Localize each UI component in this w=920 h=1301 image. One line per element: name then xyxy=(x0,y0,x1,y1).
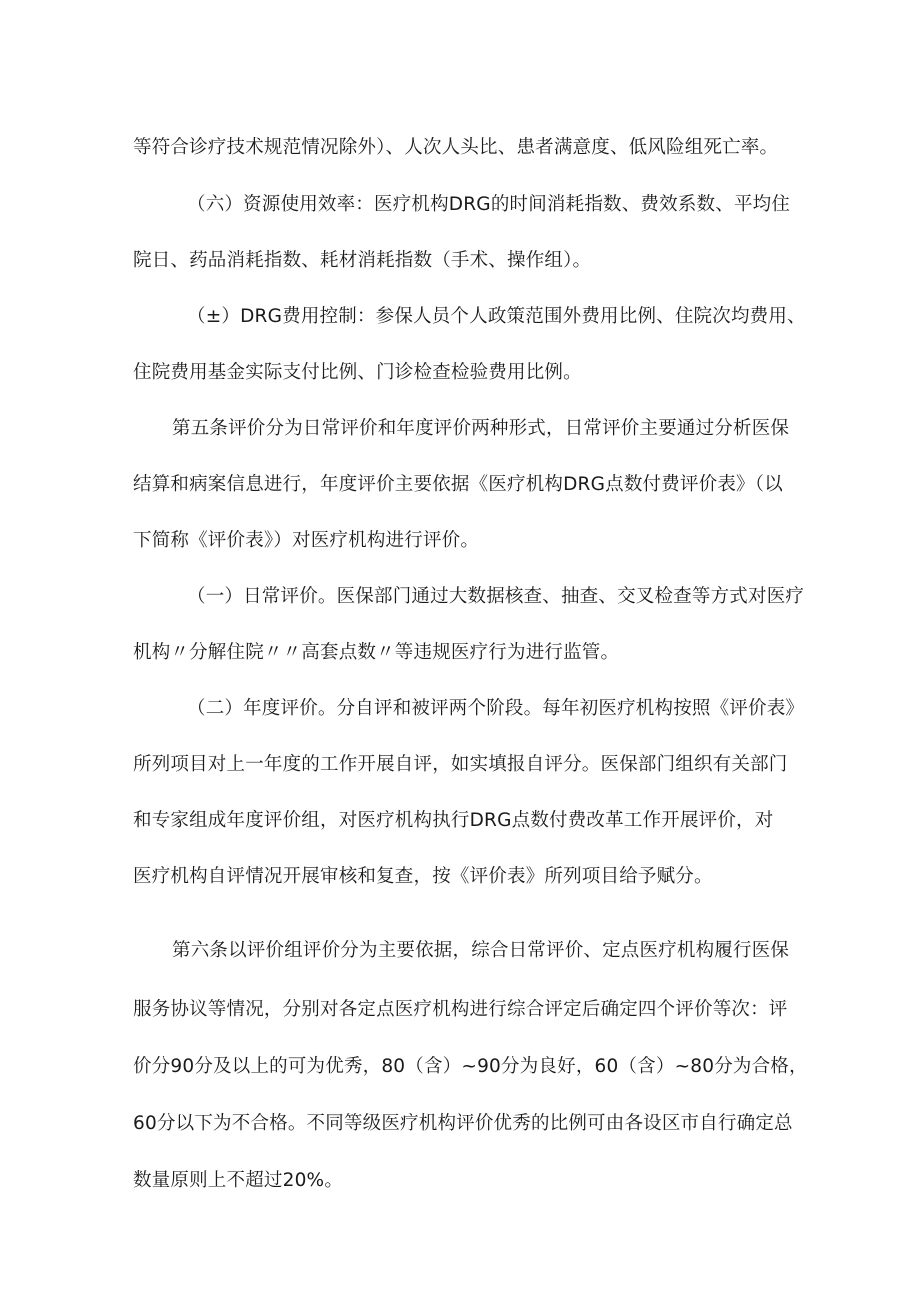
text-line: 价分90分及以上的可为优秀，80（含）~90分为良好，60（含）~80分为合格， xyxy=(133,1056,808,1077)
text-line: 结算和病案信息进行，年度评价主要依据《医疗机构DRG点数付费评价表》（以 xyxy=(133,474,783,495)
text-line: （二）年度评价。分自评和被评两个阶段。每年初医疗机构按照《评价表》 xyxy=(187,698,805,719)
text-line: 服务协议等情况，分别对各定点医疗机构进行综合评定后确定四个评价等次：评 xyxy=(133,999,788,1020)
text-line: 等符合诊疗技术规范情况除外）、人次人头比、患者满意度、低风险组死亡率。 xyxy=(133,137,779,158)
text-line: 院日、药品消耗指数、耗材消耗指数（手术、操作组）。 xyxy=(133,250,592,271)
text-line: （±）DRG费用控制：参保人员个人政策范围外费用比例、住院次均费用、 xyxy=(187,306,806,327)
text-line: 第五条评价分为日常评价和年度评价两种形式，日常评价主要通过分析医保 xyxy=(172,418,790,439)
text-line: （一）日常评价。医保部门通过大数据核查、抽查、交叉检查等方式对医疗 xyxy=(187,586,805,607)
text-line: 下简称《评价表》）对医疗机构进行评价。 xyxy=(133,530,480,551)
text-line: 第六条以评价组评价分为主要依据，综合日常评价、定点医疗机构履行医保 xyxy=(172,940,790,961)
text-line: 数量原则上不超过20%。 xyxy=(133,1170,344,1191)
text-line: （六）资源使用效率：医疗机构DRG的时间消耗指数、费效系数、平均住 xyxy=(187,194,791,215)
text-line: 机构〃分解住院〃〃高套点数〃等违规医疗行为进行监管。 xyxy=(133,642,620,663)
text-line: 和专家组成年度评价组，对医疗机构执行DRG点数付费改革工作开展评价，对 xyxy=(133,810,774,831)
text-line: 所列项目对上一年度的工作开展自评，如实填报自评分。医保部门组织有关部门 xyxy=(133,754,788,775)
text-line: 医疗机构自评情况开展审核和复查，按《评价表》所列项目给予赋分。 xyxy=(133,866,713,887)
text-line: 住院费用基金实际支付比例、门诊检查检验费用比例。 xyxy=(133,362,582,383)
text-line: 60分以下为不合格。不同等级医疗机构评价优秀的比例可由各设区市自行确定总 xyxy=(133,1113,793,1134)
